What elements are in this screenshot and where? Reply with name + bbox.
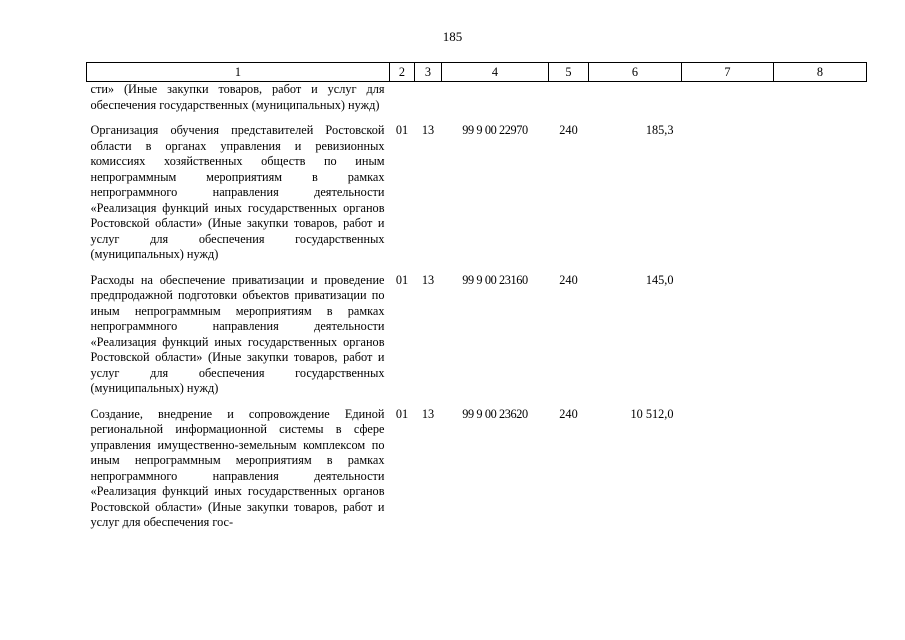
col-header-4: 4 (442, 63, 549, 82)
row-col8 (774, 123, 867, 263)
row-description: Создание, внедрение и сопровождение Единой региональной информационной системы в сфере управления имущественно-земельным комплексом по иным непрограммным мероприятиям в рамках непрограммного направления деятельности «Реализация функций иных государственных органов Ростовской области» (Иные закупки товаров, работ и услуг для обеспечения гос- (90, 406, 385, 529)
budget-table (86, 62, 867, 531)
row-expense-type: 240 (559, 406, 578, 421)
row-section: 01 (395, 123, 409, 137)
row-col8 (774, 407, 867, 531)
table-row (87, 273, 867, 397)
row-amount: 10 512,0 (630, 406, 674, 421)
row-col8 (774, 273, 867, 397)
row-col7 (682, 123, 774, 263)
row-target-article: 99 9 00 23160 (462, 272, 528, 287)
row-expense-type: 240 (559, 123, 578, 137)
page-number: 185 (442, 29, 463, 44)
col-header-3: 3 (415, 63, 442, 82)
row-subsection: 13 (421, 123, 435, 137)
row-subsection: 13 (421, 406, 435, 421)
row-target-article: 99 9 00 22970 (462, 123, 528, 137)
row-section: 01 (395, 406, 409, 421)
row-amount: 185,3 (645, 123, 674, 137)
table-row (87, 407, 867, 531)
row-amount: 145,0 (645, 272, 674, 287)
header-row (87, 63, 867, 82)
table-row-continuation (87, 82, 867, 114)
row-description: Организация обучения представителей Ростовской области в органах управления и ревизионных комиссиях хозяйственных обществ по иным непрограммным мероприятиям в рамках непрограммного направления деятельности «Реализация функций иных государственных органов Ростовской области» (Иные закупки товаров, работ и услуг для обеспечения государственных (муниципальных) нужд) (90, 123, 385, 261)
row-subsection: 13 (421, 272, 435, 287)
row-section: 01 (395, 272, 409, 287)
table-row (87, 123, 867, 263)
row-target-article: 99 9 00 23620 (462, 406, 528, 421)
col-header-2: 2 (390, 63, 415, 82)
continuation-text: сти» (Иные закупки товаров, работ и услуг для обеспечения государственных (муниципальных) нужд) (90, 82, 385, 112)
col-header-5: 5 (549, 63, 589, 82)
col-header-8: 8 (774, 63, 867, 82)
row-col7 (682, 407, 774, 531)
row-expense-type: 240 (559, 272, 578, 287)
col-header-7: 7 (682, 63, 774, 82)
col-header-6: 6 (589, 63, 682, 82)
col-header-1: 1 (87, 63, 390, 82)
row-col7 (682, 273, 774, 397)
row-description: Расходы на обеспечение приватизации и проведение предпродажной подготовки объектов приватизации по иным непрограммным мероприятиям в рамках непрограммного направления деятельности «Реализация функций иных государственных органов Ростовской области» (Иные закупки товаров, работ и услуг для обеспечения государственных (муниципальных) нужд) (90, 272, 385, 395)
